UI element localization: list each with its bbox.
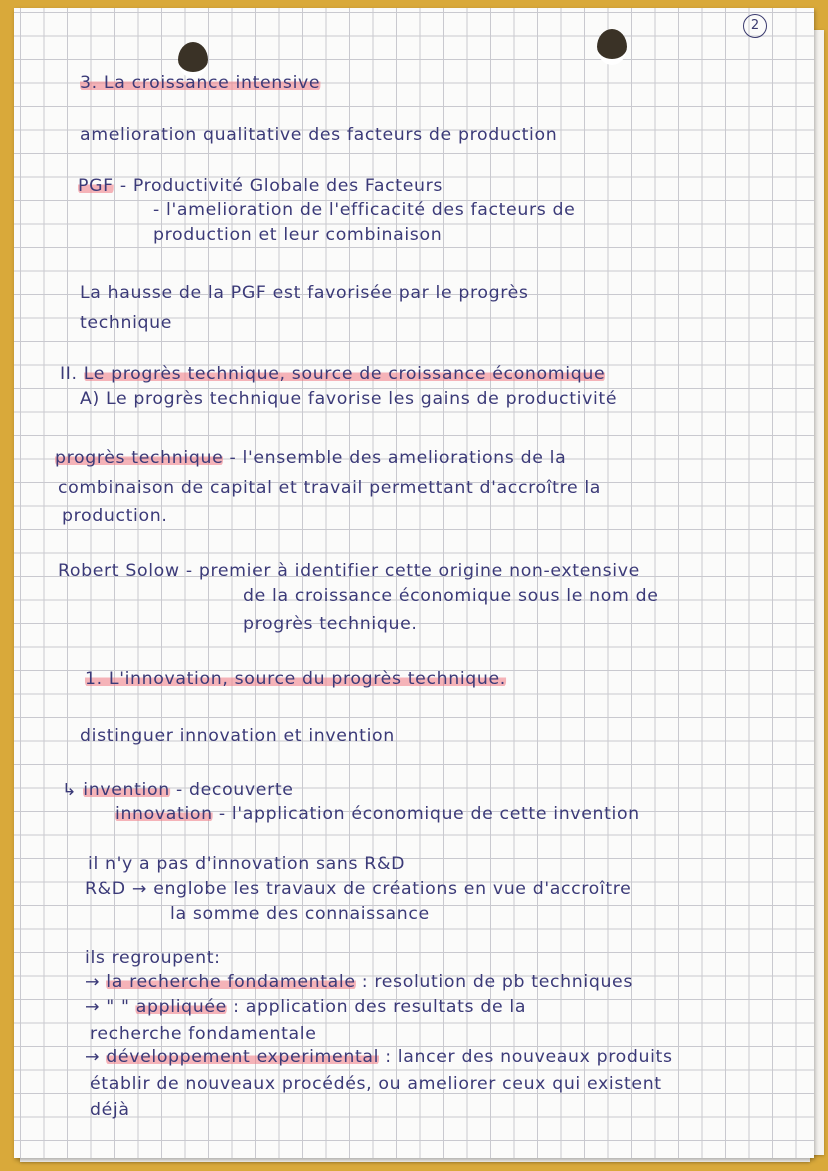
highlighted-text: Le progrès technique, source de croissance économique bbox=[83, 364, 606, 383]
text: → " " bbox=[85, 997, 136, 1016]
handwritten-line bbox=[85, 1047, 673, 1066]
text: recherche fondamentale bbox=[90, 1024, 317, 1043]
handwritten-line bbox=[115, 804, 640, 823]
text: il n'y a pas d'innovation sans R&D bbox=[88, 854, 406, 873]
text: établir de nouveaux procédés, ou ameliorer ceux qui existent bbox=[90, 1074, 662, 1093]
handwritten-line bbox=[80, 726, 395, 745]
handwritten-line bbox=[60, 364, 605, 383]
text: : resolution de pb techniques bbox=[355, 972, 634, 991]
text: production. bbox=[62, 506, 168, 525]
text: - l'application économique de cette invention bbox=[212, 804, 640, 823]
page-number: 2 bbox=[743, 14, 767, 38]
text: amelioration qualitative des facteurs de production bbox=[80, 125, 558, 144]
handwritten-line bbox=[80, 283, 529, 302]
handwritten-line bbox=[58, 561, 640, 580]
text: II. bbox=[60, 364, 84, 383]
text: technique bbox=[80, 313, 173, 332]
text: - decouverte bbox=[169, 780, 294, 799]
text: production et leur combinaison bbox=[153, 225, 443, 244]
handwritten-line bbox=[80, 389, 617, 408]
text: distinguer innovation et invention bbox=[80, 726, 395, 745]
text: - l'ensemble des ameliorations de la bbox=[223, 448, 567, 467]
text: : lancer des nouveaux produits bbox=[379, 1047, 673, 1066]
handwritten-line bbox=[90, 1074, 662, 1093]
highlighted-text: appliquée bbox=[135, 997, 227, 1016]
text: combinaison de capital et travail permettant d'accroître la bbox=[58, 478, 602, 497]
text: la somme des connaissance bbox=[170, 904, 430, 923]
punch-hole bbox=[597, 29, 627, 65]
text: ils regroupent: bbox=[85, 948, 221, 967]
text: - premier à identifier cette origine non-extensive bbox=[179, 561, 640, 580]
handwritten-line bbox=[80, 125, 557, 144]
text: : application des resultats de la bbox=[226, 997, 527, 1016]
handwritten-line bbox=[170, 904, 430, 923]
grid-notebook-page bbox=[14, 8, 814, 1158]
highlighted-text: développement experimental bbox=[106, 1047, 380, 1066]
highlighted-text: innovation bbox=[115, 804, 213, 823]
highlighted-text: progrès technique bbox=[55, 448, 224, 467]
handwritten-line bbox=[58, 478, 601, 497]
handwritten-line bbox=[85, 997, 526, 1016]
text: - Productivité Globale des Facteurs bbox=[113, 176, 444, 195]
handwritten-line bbox=[80, 73, 320, 92]
text: Robert Solow bbox=[58, 561, 180, 580]
handwritten-line bbox=[85, 669, 506, 688]
highlighted-text: 1. L'innovation, source du progrès technique. bbox=[85, 669, 506, 688]
handwritten-line bbox=[80, 313, 172, 332]
handwritten-line bbox=[78, 176, 443, 195]
text: → bbox=[85, 1047, 107, 1066]
highlighted-text: PGF bbox=[78, 176, 114, 195]
highlighted-text: 3. La croissance intensive bbox=[80, 73, 321, 92]
handwritten-line bbox=[153, 200, 575, 219]
text: A) Le progrès technique favorise les gains de productivité bbox=[80, 389, 618, 408]
handwritten-line bbox=[90, 1100, 130, 1119]
handwritten-line bbox=[90, 1024, 317, 1043]
text: R&D → englobe les travaux de créations en vue d'accroître bbox=[85, 879, 632, 898]
handwritten-line bbox=[243, 586, 659, 605]
handwritten-line bbox=[62, 506, 167, 525]
highlighted-text: invention bbox=[83, 780, 170, 799]
handwritten-line bbox=[55, 448, 566, 467]
text: - l'amelioration de l'efficacité des facteurs de bbox=[153, 200, 576, 219]
text: → bbox=[85, 972, 107, 991]
text: progrès technique. bbox=[243, 614, 418, 633]
handwritten-line bbox=[88, 854, 405, 873]
handwritten-line bbox=[85, 972, 633, 991]
highlighted-text: la recherche fondamentale bbox=[106, 972, 356, 991]
text: de la croissance économique sous le nom de bbox=[243, 586, 659, 605]
handwritten-line bbox=[62, 780, 294, 799]
handwritten-line bbox=[243, 614, 418, 633]
text: La hausse de la PGF est favorisée par le progrès bbox=[80, 283, 529, 302]
handwritten-line bbox=[85, 879, 631, 898]
handwritten-line bbox=[153, 225, 442, 244]
handwritten-line bbox=[85, 948, 221, 967]
text: ↳ bbox=[62, 780, 84, 799]
text: déjà bbox=[90, 1100, 130, 1119]
